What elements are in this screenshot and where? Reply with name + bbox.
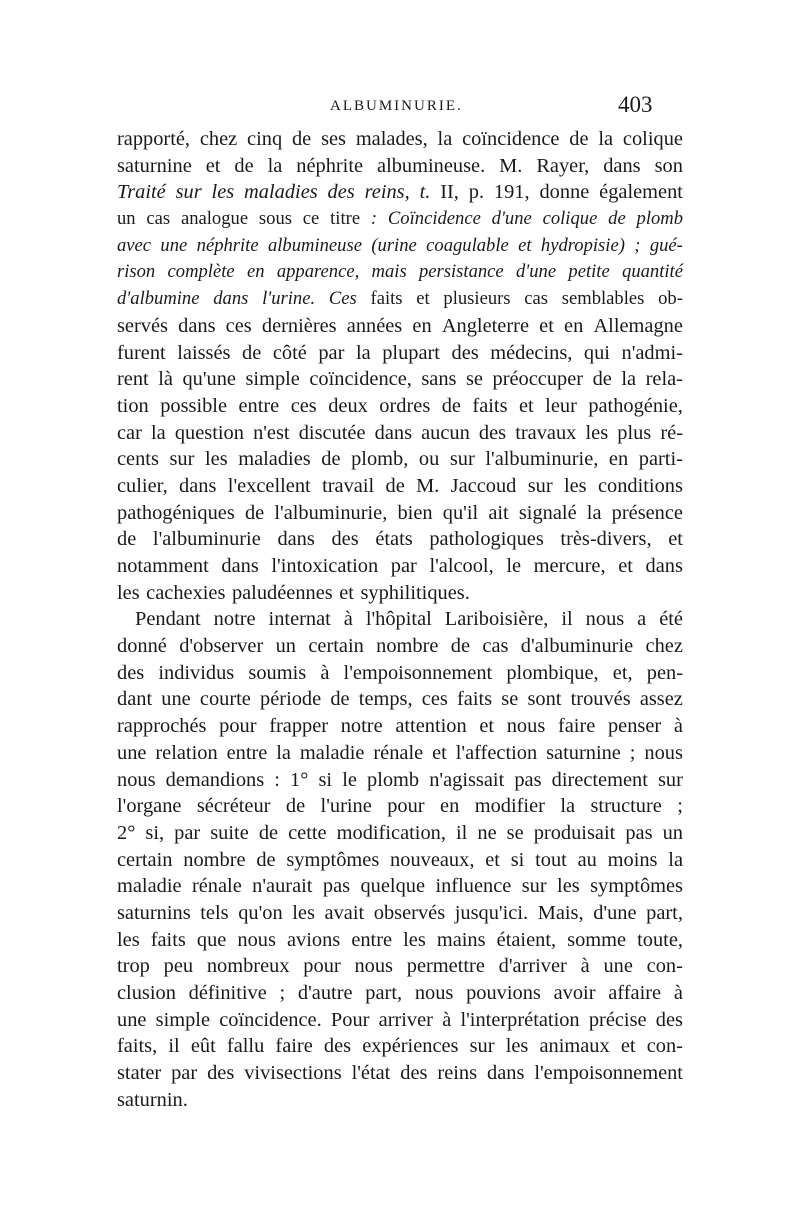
text-line: rison complète en apparence, mais persistance d'une petite quantité (117, 261, 683, 283)
text-line: stater par des vivisections l'état des reins dans l'empoisonnement (117, 1062, 683, 1085)
text-line: certain nombre de symptômes nouveaux, et si tout au moins la (117, 848, 683, 871)
text-line: avec une néphrite albumineuse (urine coagulable et hydropisie) ; gué- (117, 234, 683, 256)
text-line: 2° si, par suite de cette modification, il ne se produisait pas un (117, 821, 683, 844)
text-line: l'organe sécréteur de l'urine pour en modifier la structure ; (117, 795, 683, 818)
text-line: furent laissés de côté par la plupart des médecins, qui n'admi- (117, 341, 683, 364)
text-line: saturnin. (117, 1088, 188, 1111)
text-line: cents sur les maladies de plomb, ou sur l'albuminurie, en parti- (117, 448, 683, 471)
text-line: rapprochés pour frapper notre attention et nous faire penser à (117, 715, 683, 738)
text-line: clusion définitive ; d'autre part, nous pouvions avoir affaire à (117, 982, 683, 1004)
text-line: notamment dans l'intoxication par l'alcool, le mercure, et dans (117, 555, 683, 577)
text-line: dant une courte période de temps, ces faits se sont trouvés assez (117, 688, 683, 711)
text-line: tion possible entre ces deux ordres de faits et leur pathogénie, (117, 394, 683, 417)
running-title: ALBUMINURIE. (330, 98, 463, 114)
text-line: Traité sur les maladies des reins, t. II, p. 191, donne également (117, 181, 683, 204)
text-line: nous demandions : 1° si le plomb n'agissait pas directement sur (117, 768, 683, 791)
text-line: trop peu nombreux pour nous permettre d'arriver à une con- (117, 955, 683, 978)
text-line: faits, il eût fallu faire des expériences sur les animaux et con- (117, 1035, 683, 1058)
text-line: Pendant notre internat à l'hôpital Lariboisière, il nous a été (135, 608, 683, 631)
text-line: rent là qu'une simple coïncidence, sans se préoccuper de la rela- (117, 368, 683, 391)
text-line: des individus soumis à l'empoisonnement plombique, et, pen- (117, 661, 683, 684)
text-line: car la question n'est discutée dans aucun des travaux les plus ré- (117, 421, 683, 444)
page-number: 403 (618, 92, 653, 117)
text-line: une simple coïncidence. Pour arriver à l'interprétation précise des (117, 1008, 683, 1031)
text-line: rapporté, chez cinq de ses malades, la coïncidence de la colique (117, 128, 683, 150)
text-line: culier, dans l'excellent travail de M. Jaccoud sur les conditions (117, 474, 683, 497)
text-line: une relation entre la maladie rénale et l'affection saturnine ; nous (117, 741, 683, 764)
text-line: saturnins tels qu'on les avait observés jusqu'ici. Mais, d'une part, (117, 901, 683, 924)
text-line: les cachexies paludéennes et syphilitiques. (117, 581, 470, 604)
text-line: servés dans ces dernières années en Angleterre et en Allemagne (117, 314, 683, 337)
text-line: maladie rénale n'aurait pas quelque influence sur les symptômes (117, 875, 683, 898)
body-text (117, 126, 683, 1113)
text-line: un cas analogue sous ce titre : Coïncidence d'une colique de plomb (117, 208, 683, 230)
text-line: saturnine et de la néphrite albumineuse. M. Rayer, dans son (117, 154, 683, 177)
text-line: pathogéniques de l'albuminurie, bien qu'il ait signalé la présence (117, 501, 683, 524)
text-line: d'albumine dans l'urine. Ces faits et plusieurs cas semblables ob- (117, 288, 683, 310)
text-line: les faits que nous avions entre les mains étaient, somme toute, (117, 928, 683, 951)
text-line: donné d'observer un certain nombre de cas d'albuminurie chez (117, 635, 683, 658)
text-line: de l'albuminurie dans des états pathologiques très-divers, et (117, 528, 683, 551)
